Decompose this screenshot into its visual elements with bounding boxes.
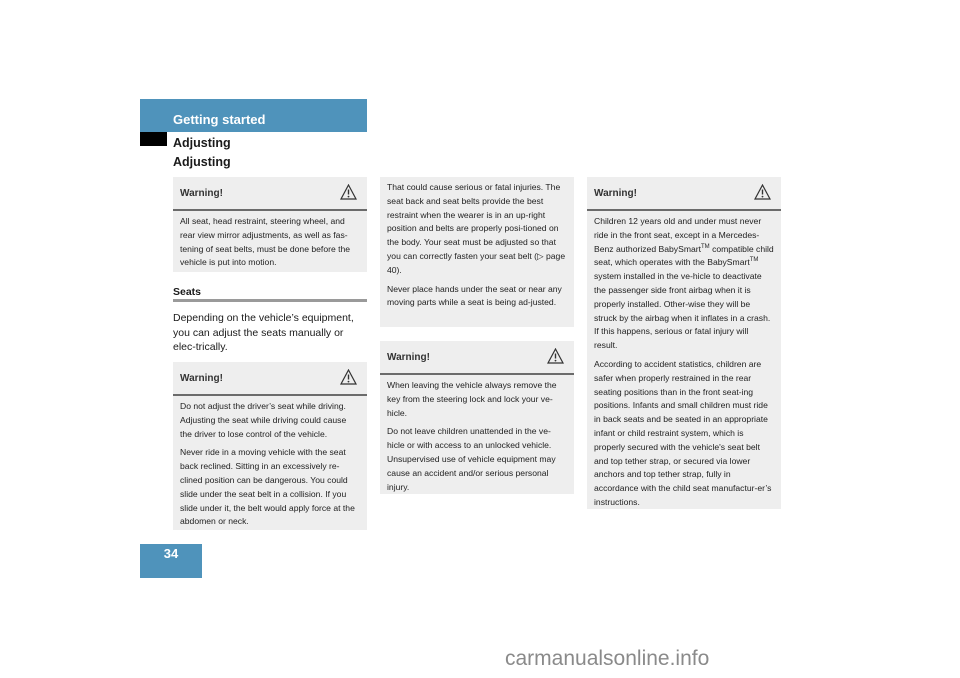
warning-text: Do not adjust the driver’s seat while driving. Adjusting the seat while driving could cause the driver to lose control of the vehicle.	[180, 401, 347, 439]
heading-rule	[173, 299, 367, 302]
warning-box-children	[587, 177, 781, 509]
page-number: 34	[163, 546, 179, 561]
warning-box-adjustments	[173, 177, 367, 272]
section-tab-marker	[140, 132, 167, 146]
warning-text: When leaving the vehicle always remove the key from the steering lock and lock your ve-hicle.	[387, 380, 557, 418]
warning-label: Warning!	[594, 188, 637, 199]
warning-box-driver-seat	[173, 362, 367, 530]
warning-text: Do not leave children unattended in the ve-hicle or with access to an unlocked vehicle. Unsupervised use of vehicle equipment may cause an accident and/or serious personal injury.	[387, 426, 556, 492]
warning-header	[173, 177, 367, 211]
text-fragment: system installed in the ve-hicle to deactivate the passenger side front airbag when it is properly installed. Other-wise they will be struck by the airbag when it inflates in a crash. If this happens, serious or fatal injury will result.	[594, 271, 771, 351]
text-fragment: compatible child seat, which operates with the BabySmart	[594, 243, 774, 268]
section-title: Getting started	[173, 112, 266, 127]
subtitle-secondary: Adjusting	[173, 155, 231, 169]
seats-intro-text: Depending on the vehicle’s equipment, you can adjust the seats manually or elec-trically.	[173, 312, 354, 353]
warning-triangle-icon	[754, 184, 771, 200]
text-fragment: Children 12 years old and under must never ride in the front seat, except in a Mercedes-Benz authorized BabySmart	[594, 216, 762, 254]
continued-text: Never place hands under the seat or near any moving parts while a seat is being ad-justed.	[387, 283, 562, 308]
warning-text: All seat, head restraint, steering wheel, and rear view mirror adjustments, as well as fas-tening of seat belts, must be done before the vehicle is put into motion.	[180, 216, 351, 268]
warning-box-leaving-vehicle	[380, 341, 574, 494]
trademark-mark: TM	[749, 257, 759, 264]
warning-triangle-icon	[547, 348, 564, 364]
warning-label: Warning!	[180, 373, 223, 384]
warning-triangle-icon	[340, 184, 357, 200]
warning-label: Warning!	[180, 188, 223, 199]
subtitle-primary: Adjusting	[173, 136, 231, 150]
continued-text: That could cause serious or fatal injuries. The seat back and seat belts provide the best restraint when the wearer is in an up-right position and belts are properly posi-tioned on the body. Your seat must be adjusted so that you can correctly fasten your seat belt (▷ page 40).	[387, 182, 566, 275]
warning-text-children	[594, 215, 774, 353]
seats-heading: Seats	[173, 286, 202, 298]
watermark: carmanualsonline.info	[505, 647, 710, 670]
warning-header	[173, 362, 367, 396]
warning-header	[587, 177, 781, 211]
trademark-mark: TM	[701, 243, 710, 250]
warning-label: Warning!	[387, 352, 430, 363]
warning-text-statistics: According to accident statistics, children are safer when properly restrained in the rear seating positions than in the front seat-ing positions. Infants and small children must ride in back seats and be seated in an appropriate infant or child restraint system, which is properly secured with the vehicle's seat belt and top tether strap, or secured via lower anchors and top tether strap, fully in accordance with the child seat manufactur-er’s instructions.	[594, 358, 772, 507]
warning-triangle-icon	[340, 369, 357, 385]
warning-header	[380, 341, 574, 375]
warning-text: Never ride in a moving vehicle with the seat back reclined. Sitting in an excessively re-clined position can be dangerous. You could slide under the seat belt in a collision. If you slide under it, the belt would apply force at the abdomen or neck.	[180, 447, 355, 527]
warning-box-continued	[380, 177, 574, 327]
